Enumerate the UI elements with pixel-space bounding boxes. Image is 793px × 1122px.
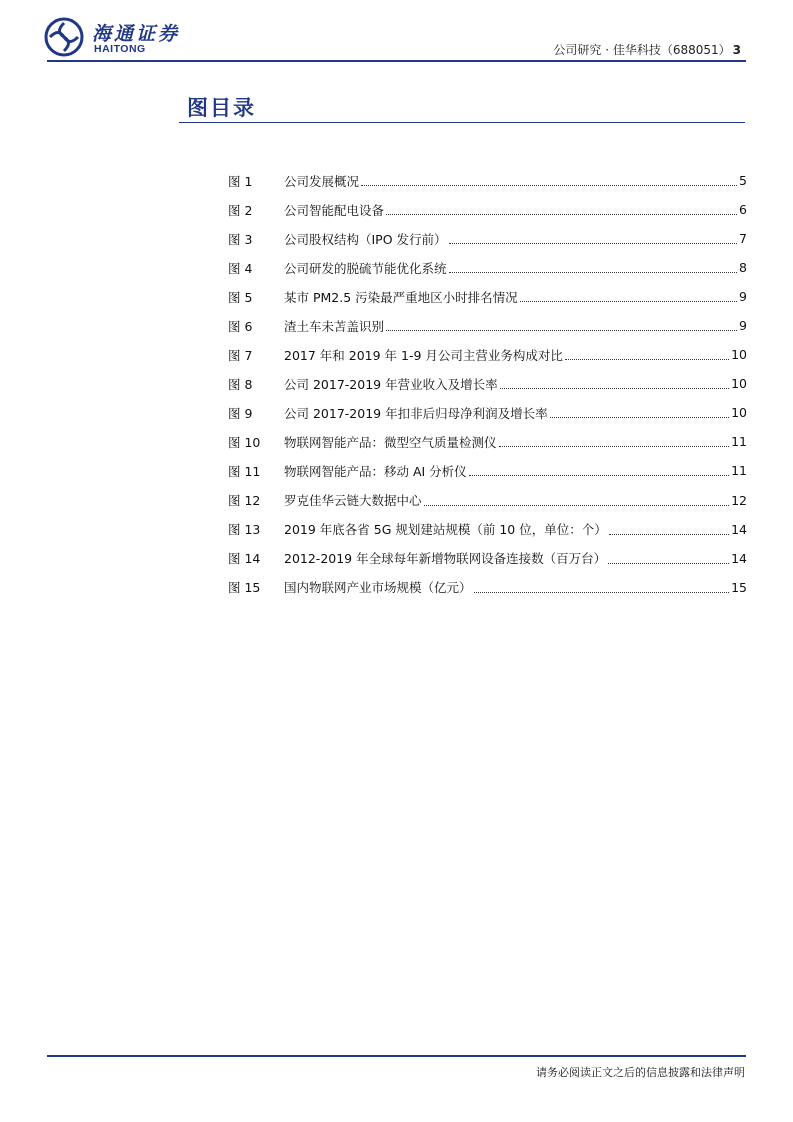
toc-label: 图 8 — [228, 376, 253, 392]
toc-text: 公司 2017-2019 年扣非后归母净利润及增长率 — [284, 405, 548, 421]
toc-text: 物联网智能产品：微型空气质量检测仪 — [284, 434, 497, 450]
figure-toc-list — [228, 166, 747, 602]
toc-entry[interactable] — [228, 166, 747, 195]
toc-text: 2019 年底各省 5G 规划建站规模（前 10 位，单位：个） — [284, 522, 607, 538]
report-info: 公司研究 · 佳华科技（688051） — [553, 43, 731, 57]
page-title: 图目录 — [187, 95, 256, 120]
toc-entry[interactable] — [228, 398, 747, 427]
toc-entry[interactable] — [228, 486, 747, 515]
toc-label: 图 15 — [228, 580, 261, 596]
toc-entry[interactable] — [228, 340, 747, 369]
toc-label: 图 14 — [228, 551, 261, 567]
toc-entry[interactable] — [228, 253, 747, 282]
toc-label: 图 4 — [228, 260, 253, 276]
toc-leader-dots — [520, 301, 737, 302]
toc-text: 物联网智能产品：移动 AI 分析仪 — [284, 463, 467, 479]
toc-entry[interactable] — [228, 282, 747, 311]
header-divider — [47, 60, 746, 62]
toc-label: 图 2 — [228, 202, 253, 218]
toc-leader-dots — [386, 330, 737, 331]
toc-page: 8 — [739, 260, 747, 276]
toc-entry[interactable] — [228, 369, 747, 398]
toc-page: 15 — [731, 579, 747, 595]
page-number: 3 — [732, 43, 741, 57]
toc-leader-dots — [386, 214, 737, 215]
title-divider — [179, 122, 745, 123]
toc-leader-dots — [449, 243, 738, 244]
footer-divider — [47, 1055, 746, 1057]
toc-text: 渣土车未苫盖识别 — [284, 318, 385, 334]
toc-page: 14 — [731, 550, 747, 566]
toc-page: 9 — [739, 289, 747, 305]
toc-label: 图 1 — [228, 173, 253, 189]
toc-entry[interactable] — [228, 515, 747, 544]
toc-leader-dots — [608, 563, 729, 564]
toc-leader-dots — [469, 475, 729, 476]
toc-entry[interactable] — [228, 456, 747, 485]
report-header-info — [553, 41, 741, 58]
toc-label: 图 10 — [228, 434, 261, 450]
toc-page: 9 — [739, 318, 747, 334]
toc-leader-dots — [424, 505, 730, 506]
logo-english-name: HAITONG — [94, 43, 146, 55]
toc-page: 5 — [739, 173, 747, 189]
toc-page: 11 — [731, 434, 747, 450]
toc-leader-dots — [550, 417, 730, 418]
toc-label: 图 9 — [228, 405, 253, 421]
toc-entry[interactable] — [228, 311, 747, 340]
toc-label: 图 7 — [228, 347, 253, 363]
toc-page: 14 — [731, 521, 747, 537]
toc-page: 12 — [731, 492, 747, 508]
toc-text: 罗克佳华云链大数据中心 — [284, 493, 422, 509]
toc-page: 10 — [731, 376, 747, 392]
toc-text: 某市 PM2.5 污染最严重地区小时排名情况 — [284, 289, 518, 305]
toc-label: 图 12 — [228, 493, 261, 509]
toc-leader-dots — [499, 446, 730, 447]
toc-page: 10 — [731, 405, 747, 421]
toc-entry[interactable] — [228, 427, 747, 456]
toc-text: 公司 2017-2019 年营业收入及增长率 — [284, 376, 498, 392]
toc-entry[interactable] — [228, 195, 747, 224]
toc-page: 6 — [739, 202, 747, 218]
company-logo — [44, 17, 234, 57]
toc-text: 2012-2019 年全球每年新增物联网设备连接数（百万台） — [284, 551, 607, 567]
haitong-logo-icon — [44, 17, 84, 57]
toc-leader-dots — [609, 534, 729, 535]
toc-leader-dots — [449, 272, 738, 273]
toc-leader-dots — [565, 359, 729, 360]
toc-text: 公司股权结构（IPO 发行前） — [284, 231, 447, 247]
toc-entry[interactable] — [228, 573, 747, 602]
toc-leader-dots — [361, 185, 737, 186]
toc-text: 公司研发的脱硫节能优化系统 — [284, 260, 447, 276]
toc-text: 2017 年和 2019 年 1-9 月公司主营业务构成对比 — [284, 347, 563, 363]
toc-label: 图 13 — [228, 522, 261, 538]
toc-label: 图 6 — [228, 318, 253, 334]
toc-page: 11 — [731, 463, 747, 479]
toc-label: 图 3 — [228, 231, 253, 247]
logo-chinese-name: 海通证券 — [92, 23, 181, 45]
toc-label: 图 5 — [228, 289, 253, 305]
toc-leader-dots — [474, 592, 730, 593]
toc-label: 图 11 — [228, 463, 261, 479]
toc-text: 公司智能配电设备 — [284, 202, 385, 218]
toc-page: 10 — [731, 347, 747, 363]
toc-entry[interactable] — [228, 224, 747, 253]
toc-text: 国内物联网产业市场规模（亿元） — [284, 580, 472, 596]
toc-text: 公司发展概况 — [284, 173, 360, 189]
footer-disclaimer: 请务必阅读正文之后的信息披露和法律声明 — [536, 1066, 745, 1079]
toc-page: 7 — [739, 231, 747, 247]
toc-entry[interactable] — [228, 544, 747, 573]
toc-leader-dots — [500, 388, 730, 389]
